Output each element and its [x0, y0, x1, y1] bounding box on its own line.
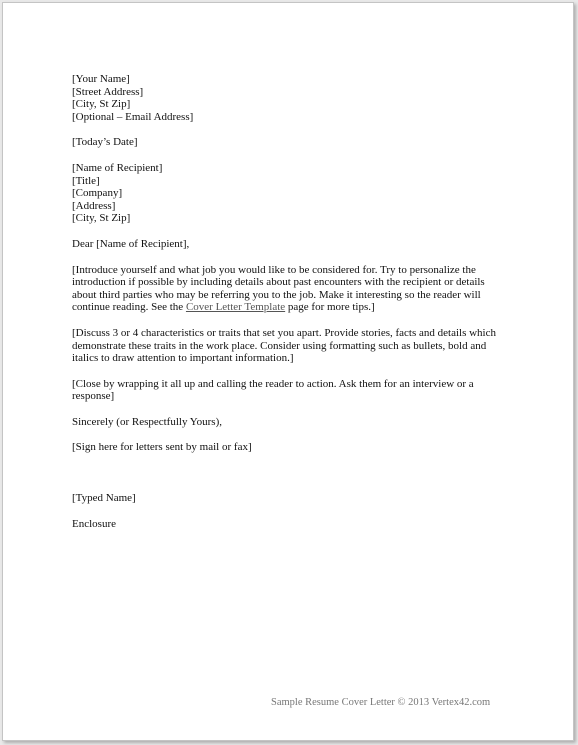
intro-last-line [72, 301, 522, 314]
traits-line: italics to draw attention to important information.] [72, 352, 294, 365]
intro-text-before-link: continue reading. See the [72, 301, 186, 314]
sender-street: [Street Address] [72, 85, 144, 98]
recipient-address-block [72, 162, 522, 225]
intro-line: introduction if possible by including details about past encounters with the recipient or details [72, 276, 485, 289]
sign-off-text: Sincerely (or Respectfully Yours), [72, 415, 223, 428]
sign-off [72, 416, 522, 429]
recipient-company: [Company] [72, 187, 123, 200]
recipient-address: [Address] [72, 199, 116, 212]
enclosure-text: Enclosure [72, 517, 116, 530]
signature-space [72, 467, 522, 492]
recipient-name: [Name of Recipient] [72, 161, 163, 174]
enclosure [72, 518, 522, 531]
traits-paragraph [72, 327, 522, 365]
intro-line: about third parties who may be referring you to the job. Make it interesting so the reader will [72, 288, 481, 301]
intro-paragraph [72, 264, 522, 314]
sender-name: [Your Name] [72, 73, 130, 85]
typed-name-text: [Typed Name] [72, 492, 136, 505]
closing-line: response] [72, 390, 115, 403]
typed-name [72, 492, 522, 505]
salutation-text: Dear [Name of Recipient], [72, 237, 190, 250]
sender-address-block [72, 73, 522, 123]
letter-date: [Today’s Date] [72, 136, 138, 149]
cover-letter-template-link[interactable]: Cover Letter Template [185, 301, 286, 314]
document-page [2, 2, 574, 741]
traits-line: [Discuss 3 or 4 characteristics or traits that set you apart. Provide stories, facts and details which [72, 326, 496, 339]
sender-email: [Optional – Email Address] [72, 110, 194, 123]
date-block [72, 136, 522, 149]
intro-text-after-link: page for more tips.] [285, 301, 375, 314]
recipient-title: [Title] [72, 174, 100, 187]
salutation [72, 238, 522, 251]
recipient-city: [City, St Zip] [72, 212, 131, 225]
sender-city: [City, St Zip] [72, 98, 131, 111]
letter-body [72, 73, 522, 543]
signature-note [72, 441, 522, 454]
closing-paragraph [72, 378, 522, 403]
signature-note-text: [Sign here for letters sent by mail or fax] [72, 441, 252, 454]
intro-line: [Introduce yourself and what job you would like to be considered for. Try to personalize the [72, 263, 476, 276]
page-footer: Sample Resume Cover Letter © 2013 Vertex42.com [271, 697, 491, 708]
traits-line: demonstrate these traits in the work place. Consider using formatting such as bullets, bold and [72, 339, 487, 352]
closing-line: [Close by wrapping it all up and calling the reader to action. Ask them for an interview or a [72, 377, 474, 390]
